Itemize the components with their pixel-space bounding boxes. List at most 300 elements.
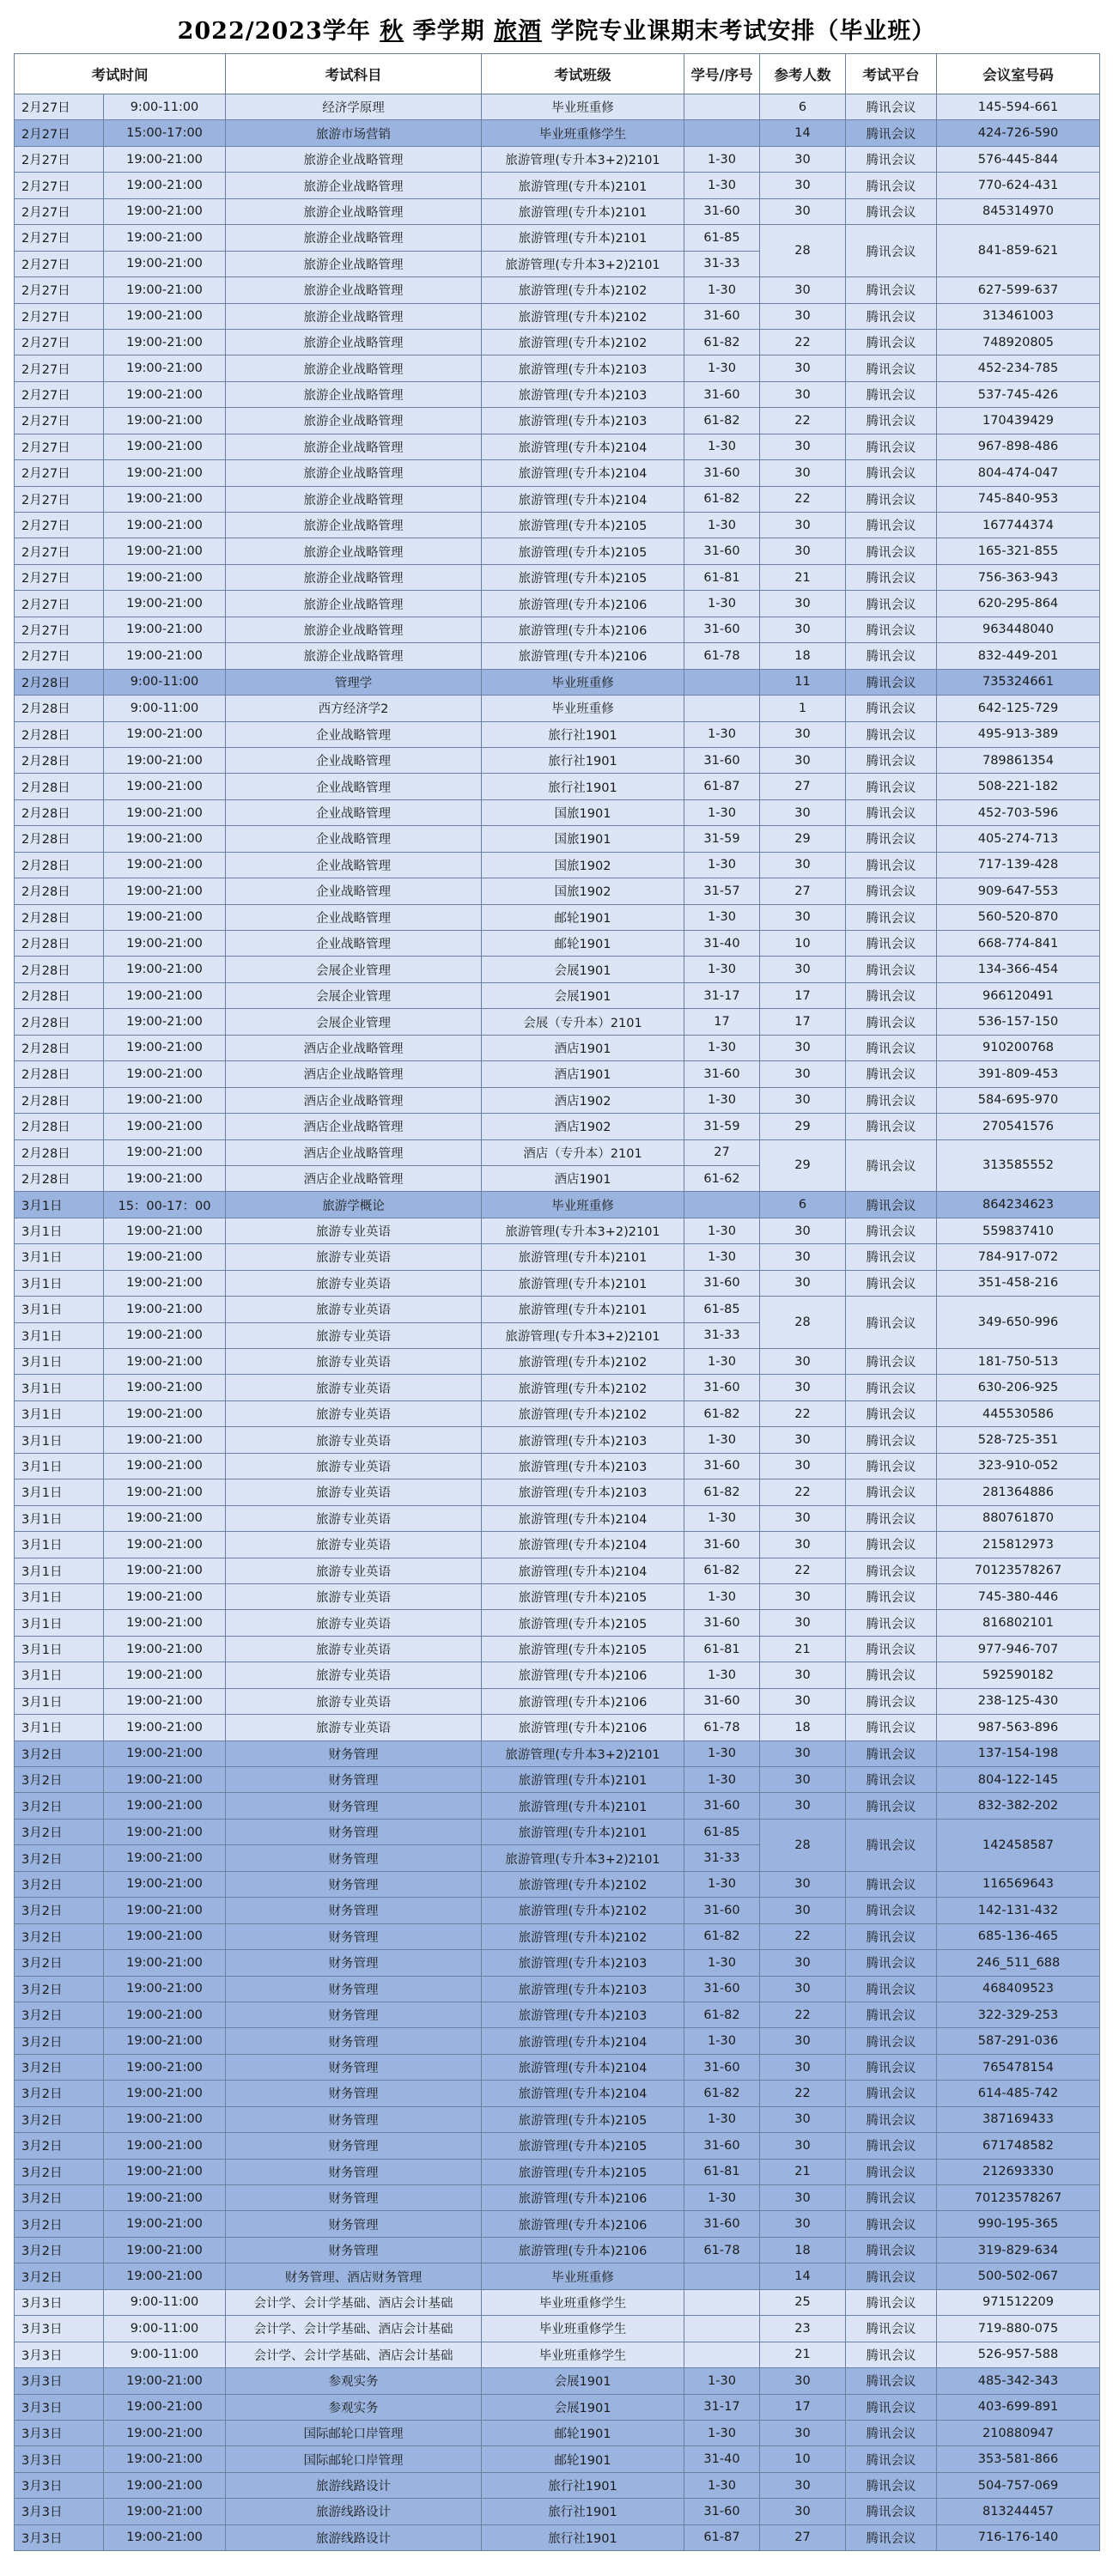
cell-date: 3月2日 — [15, 2159, 104, 2184]
cell-class: 毕业班重修 — [482, 94, 684, 120]
cell-time: 19:00-21:00 — [104, 2472, 226, 2498]
cell-meeting-id: 804-122-145 — [937, 1767, 1100, 1793]
cell-count: 21 — [760, 2342, 846, 2367]
cell-class: 旅游管理(专升本)2103 — [482, 1479, 684, 1505]
cell-class: 旅游管理(专升本3+2)2101 — [482, 251, 684, 276]
cell-count: 30 — [760, 2420, 846, 2445]
cell-date: 2月28日 — [15, 696, 104, 721]
cell-student-id: 31-60 — [684, 1270, 760, 1296]
cell-meeting-id: 813244457 — [937, 2499, 1100, 2524]
cell-subject: 旅游企业战略管理 — [226, 434, 482, 459]
cell-subject: 企业战略管理 — [226, 799, 482, 825]
cell-subject: 旅游学概论 — [226, 1192, 482, 1218]
cell-time: 19:00-21:00 — [104, 538, 226, 564]
cell-time: 19:00-21:00 — [104, 408, 226, 434]
cell-count: 30 — [760, 1688, 846, 1714]
cell-time: 19:00-21:00 — [104, 1662, 226, 1688]
cell-subject: 财务管理 — [226, 2133, 482, 2159]
table-row — [15, 1505, 1100, 1531]
cell-date: 3月3日 — [15, 2289, 104, 2315]
cell-platform: 腾讯会议 — [846, 2394, 937, 2420]
table-row — [15, 381, 1100, 407]
table-row — [15, 747, 1100, 773]
cell-class: 会展1901 — [482, 2394, 684, 2420]
cell-count: 30 — [760, 2133, 846, 2159]
cell-count: 27 — [760, 774, 846, 799]
table-row — [15, 1270, 1100, 1296]
cell-meeting-id: 167744374 — [937, 513, 1100, 538]
cell-date: 3月2日 — [15, 1819, 104, 1844]
cell-date: 3月2日 — [15, 2028, 104, 2054]
cell-count: 30 — [760, 1375, 846, 1400]
cell-class: 国旅1902 — [482, 852, 684, 878]
cell-date: 3月2日 — [15, 2054, 104, 2080]
cell-time: 19:00-21:00 — [104, 2081, 226, 2106]
cell-count: 17 — [760, 2394, 846, 2420]
cell-class: 酒店（专升本）2101 — [482, 1139, 684, 1165]
cell-subject: 旅游专业英语 — [226, 1375, 482, 1400]
cell-class: 酒店1901 — [482, 1035, 684, 1060]
table-row — [15, 434, 1100, 459]
cell-subject: 旅游专业英语 — [226, 1532, 482, 1558]
cell-student-id: 61-82 — [684, 2081, 760, 2106]
cell-platform: 腾讯会议 — [846, 1583, 937, 1609]
cell-subject: 西方经济学2 — [226, 696, 482, 721]
cell-meeting-id: 909-647-553 — [937, 878, 1100, 904]
cell-subject: 旅游市场营销 — [226, 120, 482, 146]
cell-time: 19:00-21:00 — [104, 1009, 226, 1035]
header-student-id: 学号/序号 — [684, 54, 760, 94]
cell-meeting-id: 536-157-150 — [937, 1009, 1100, 1035]
table-row — [15, 1636, 1100, 1662]
table-row — [15, 2499, 1100, 2524]
cell-class: 旅游管理(专升本)2104 — [482, 460, 684, 486]
cell-time: 19:00-21:00 — [104, 513, 226, 538]
cell-time: 19:00-21:00 — [104, 2446, 226, 2472]
cell-meeting-id: 165-321-855 — [937, 538, 1100, 564]
cell-time: 19:00-21:00 — [104, 2106, 226, 2132]
cell-class: 国旅1902 — [482, 878, 684, 904]
cell-count: 30 — [760, 1453, 846, 1479]
table-row — [15, 94, 1100, 120]
cell-meeting-id: 587-291-036 — [937, 2028, 1100, 2054]
cell-platform: 腾讯会议 — [846, 852, 937, 878]
cell-student-id — [684, 669, 760, 695]
cell-count: 30 — [760, 591, 846, 617]
cell-meeting-id: 322-329-253 — [937, 2002, 1100, 2027]
table-row — [15, 904, 1100, 930]
cell-meeting-id: 387169433 — [937, 2106, 1100, 2132]
cell-class: 旅游管理(专升本)2101 — [482, 173, 684, 198]
cell-time: 19:00-21:00 — [104, 957, 226, 982]
cell-date: 3月3日 — [15, 2420, 104, 2445]
cell-student-id: 31-17 — [684, 982, 760, 1008]
cell-date: 2月27日 — [15, 303, 104, 329]
cell-time: 19:00-21:00 — [104, 1532, 226, 1558]
cell-date: 3月1日 — [15, 1400, 104, 1426]
cell-count: 30 — [760, 2054, 846, 2080]
cell-time: 19:00-21:00 — [104, 1400, 226, 1426]
cell-meeting-id: 281364886 — [937, 1479, 1100, 1505]
cell-subject: 旅游企业战略管理 — [226, 251, 482, 276]
cell-date: 3月1日 — [15, 1505, 104, 1531]
cell-time: 19:00-21:00 — [104, 2524, 226, 2550]
cell-subject: 旅游企业战略管理 — [226, 146, 482, 172]
cell-meeting-id: 559837410 — [937, 1218, 1100, 1243]
cell-subject: 财务管理 — [226, 2159, 482, 2184]
cell-student-id — [684, 120, 760, 146]
cell-meeting-id: 537-745-426 — [937, 381, 1100, 407]
cell-date: 3月2日 — [15, 1741, 104, 1766]
cell-platform: 腾讯会议 — [846, 643, 937, 669]
cell-date: 3月1日 — [15, 1297, 104, 1322]
cell-platform: 腾讯会议 — [846, 696, 937, 721]
cell-date: 2月27日 — [15, 329, 104, 355]
cell-platform: 腾讯会议 — [846, 408, 937, 434]
cell-time: 19:00-21:00 — [104, 931, 226, 957]
cell-class: 毕业班重修学生 — [482, 120, 684, 146]
cell-student-id: 61-78 — [684, 643, 760, 669]
cell-meeting-id: 642-125-729 — [937, 696, 1100, 721]
cell-platform: 腾讯会议 — [846, 1793, 937, 1819]
cell-date: 2月28日 — [15, 931, 104, 957]
cell-time: 19:00-21:00 — [104, 617, 226, 642]
cell-class: 旅游管理(专升本)2102 — [482, 1871, 684, 1897]
cell-count: 22 — [760, 1400, 846, 1426]
cell-platform: 腾讯会议 — [846, 2185, 937, 2211]
cell-class: 旅游管理(专升本)2103 — [482, 1453, 684, 1479]
title-prefix: 2022/2023学年 — [177, 18, 380, 45]
cell-meeting-id: 560-520-870 — [937, 904, 1100, 930]
cell-date: 3月2日 — [15, 2081, 104, 2106]
cell-subject: 财务管理 — [226, 1950, 482, 1976]
cell-date: 3月1日 — [15, 1583, 104, 1609]
cell-time: 19:00-21:00 — [104, 1819, 226, 1844]
cell-platform: 腾讯会议 — [846, 774, 937, 799]
cell-time: 19:00-21:00 — [104, 173, 226, 198]
cell-platform: 腾讯会议 — [846, 486, 937, 512]
cell-count: 30 — [760, 617, 846, 642]
cell-date: 2月28日 — [15, 1009, 104, 1035]
cell-subject: 旅游专业英语 — [226, 1453, 482, 1479]
cell-meeting-id: 990-195-365 — [937, 2211, 1100, 2237]
cell-class: 会展1901 — [482, 982, 684, 1008]
cell-time: 19:00-21:00 — [104, 1427, 226, 1453]
cell-time: 19:00-21:00 — [104, 1610, 226, 1636]
cell-student-id: 31-60 — [684, 381, 760, 407]
cell-count: 22 — [760, 408, 846, 434]
cell-meeting-id: 215812973 — [937, 1532, 1100, 1558]
cell-student-id: 1-30 — [684, 2368, 760, 2394]
cell-platform: 腾讯会议 — [846, 2342, 937, 2367]
cell-platform: 腾讯会议 — [846, 1741, 937, 1766]
cell-platform: 腾讯会议 — [846, 2054, 937, 2080]
cell-count: 28 — [760, 1297, 846, 1349]
cell-meeting-id: 845314970 — [937, 198, 1100, 224]
cell-class: 旅游管理(专升本)2104 — [482, 1558, 684, 1583]
table-row — [15, 1114, 1100, 1139]
table-row — [15, 2185, 1100, 2211]
cell-meeting-id: 987-563-896 — [937, 1715, 1100, 1741]
cell-subject: 旅游企业战略管理 — [226, 460, 482, 486]
cell-platform: 腾讯会议 — [846, 721, 937, 747]
table-row — [15, 2342, 1100, 2367]
cell-class: 旅游管理(专升本)2104 — [482, 2028, 684, 2054]
cell-date: 3月2日 — [15, 1871, 104, 1897]
cell-platform: 腾讯会议 — [846, 1558, 937, 1583]
cell-count: 30 — [760, 1087, 846, 1113]
cell-date: 3月3日 — [15, 2368, 104, 2394]
cell-count: 1 — [760, 696, 846, 721]
cell-subject: 企业战略管理 — [226, 774, 482, 799]
cell-platform: 腾讯会议 — [846, 1505, 937, 1531]
cell-subject: 旅游企业战略管理 — [226, 591, 482, 617]
cell-class: 毕业班重修 — [482, 2263, 684, 2289]
cell-platform: 腾讯会议 — [846, 2368, 937, 2394]
cell-student-id: 31-40 — [684, 931, 760, 957]
cell-platform: 腾讯会议 — [846, 799, 937, 825]
cell-time: 19:00-21:00 — [104, 747, 226, 773]
cell-meeting-id: 424-726-590 — [937, 120, 1100, 146]
table-row — [15, 669, 1100, 695]
cell-subject: 酒店企业战略管理 — [226, 1087, 482, 1113]
cell-count: 29 — [760, 1139, 846, 1192]
cell-date: 3月2日 — [15, 1923, 104, 1949]
cell-time: 19:00-21:00 — [104, 1636, 226, 1662]
cell-student-id: 1-30 — [684, 591, 760, 617]
cell-count: 30 — [760, 434, 846, 459]
table-row — [15, 120, 1100, 146]
cell-time: 19:00-21:00 — [104, 277, 226, 303]
cell-time: 19:00-21:00 — [104, 225, 226, 251]
cell-count: 28 — [760, 225, 846, 277]
cell-class: 旅游管理(专升本)2104 — [482, 2054, 684, 2080]
cell-subject: 财务管理 — [226, 1976, 482, 2002]
header-row — [15, 54, 1100, 94]
cell-meeting-id: 445530586 — [937, 1400, 1100, 1426]
cell-meeting-id: 528-725-351 — [937, 1427, 1100, 1453]
cell-time: 19:00-21:00 — [104, 591, 226, 617]
cell-platform: 腾讯会议 — [846, 2289, 937, 2315]
cell-meeting-id: 630-206-925 — [937, 1375, 1100, 1400]
table-row — [15, 931, 1100, 957]
cell-platform: 腾讯会议 — [846, 1715, 937, 1741]
cell-count: 18 — [760, 1715, 846, 1741]
cell-subject: 会展企业管理 — [226, 982, 482, 1008]
cell-class: 酒店1902 — [482, 1114, 684, 1139]
table-row — [15, 1976, 1100, 2002]
cell-count: 14 — [760, 120, 846, 146]
cell-class: 旅游管理(专升本)2101 — [482, 198, 684, 224]
cell-date: 3月3日 — [15, 2499, 104, 2524]
cell-meeting-id: 170439429 — [937, 408, 1100, 434]
cell-platform: 腾讯会议 — [846, 355, 937, 381]
table-row — [15, 1375, 1100, 1400]
table-row — [15, 1923, 1100, 1949]
cell-subject: 财务管理 — [226, 1741, 482, 1766]
cell-subject: 旅游专业英语 — [226, 1583, 482, 1609]
cell-subject: 企业战略管理 — [226, 878, 482, 904]
cell-date: 2月28日 — [15, 747, 104, 773]
cell-meeting-id: 584-695-970 — [937, 1087, 1100, 1113]
table-row — [15, 2420, 1100, 2445]
cell-class: 会展（专升本）2101 — [482, 1009, 684, 1035]
cell-platform: 腾讯会议 — [846, 381, 937, 407]
cell-class: 旅游管理(专升本)2105 — [482, 538, 684, 564]
cell-subject: 国际邮轮口岸管理 — [226, 2420, 482, 2445]
cell-subject: 旅游专业英语 — [226, 1427, 482, 1453]
cell-subject: 财务管理 — [226, 2054, 482, 2080]
cell-subject: 旅游线路设计 — [226, 2524, 482, 2550]
cell-platform: 腾讯会议 — [846, 198, 937, 224]
cell-platform: 腾讯会议 — [846, 2446, 937, 2472]
cell-date: 3月1日 — [15, 1427, 104, 1453]
cell-date: 2月27日 — [15, 591, 104, 617]
cell-time: 19:00-21:00 — [104, 1923, 226, 1949]
cell-time: 19:00-21:00 — [104, 1741, 226, 1766]
cell-time: 19:00-21:00 — [104, 2028, 226, 2054]
cell-class: 旅游管理(专升本)2105 — [482, 1636, 684, 1662]
cell-student-id: 1-30 — [684, 1427, 760, 1453]
table-row — [15, 2394, 1100, 2420]
cell-time: 19:00-21:00 — [104, 1349, 226, 1375]
cell-class: 旅游管理(专升本)2103 — [482, 1427, 684, 1453]
cell-count: 30 — [760, 146, 846, 172]
cell-count: 30 — [760, 277, 846, 303]
cell-subject: 财务管理 — [226, 2081, 482, 2106]
cell-date: 2月28日 — [15, 1139, 104, 1165]
cell-subject: 旅游企业战略管理 — [226, 513, 482, 538]
cell-platform: 腾讯会议 — [846, 826, 937, 852]
cell-meeting-id: 735324661 — [937, 669, 1100, 695]
title-suffix: 学院专业课期末考试安排（毕业班） — [541, 18, 936, 45]
cell-subject: 旅游专业英语 — [226, 1662, 482, 1688]
table-row — [15, 617, 1100, 642]
cell-student-id: 1-30 — [684, 2106, 760, 2132]
cell-student-id — [684, 1192, 760, 1218]
cell-time: 19:00-21:00 — [104, 1845, 226, 1871]
cell-time: 19:00-21:00 — [104, 799, 226, 825]
cell-subject: 旅游企业战略管理 — [226, 617, 482, 642]
cell-meeting-id: 495-913-389 — [937, 721, 1100, 747]
cell-student-id: 1-30 — [684, 1583, 760, 1609]
table-row — [15, 1400, 1100, 1426]
cell-class: 旅游管理(专升本)2101 — [482, 1793, 684, 1819]
cell-count: 21 — [760, 1636, 846, 1662]
table-row — [15, 460, 1100, 486]
cell-time: 19:00-21:00 — [104, 2368, 226, 2394]
table-row — [15, 355, 1100, 381]
cell-count: 30 — [760, 1270, 846, 1296]
cell-student-id — [684, 696, 760, 721]
table-row — [15, 2263, 1100, 2289]
cell-student-id: 31-60 — [684, 303, 760, 329]
cell-time: 19:00-21:00 — [104, 2002, 226, 2027]
cell-subject: 财务管理、酒店财务管理 — [226, 2263, 482, 2289]
cell-meeting-id: 142-131-432 — [937, 1898, 1100, 1923]
cell-subject: 财务管理 — [226, 2211, 482, 2237]
cell-meeting-id: 841-859-621 — [937, 225, 1100, 277]
table-row — [15, 774, 1100, 799]
cell-platform: 腾讯会议 — [846, 2420, 937, 2445]
cell-class: 旅游管理(专升本)2106 — [482, 1662, 684, 1688]
cell-class: 毕业班重修 — [482, 669, 684, 695]
table-row — [15, 1819, 1100, 1844]
cell-student-id: 61-78 — [684, 2237, 760, 2263]
cell-platform: 腾讯会议 — [846, 931, 937, 957]
cell-time: 19:00-21:00 — [104, 381, 226, 407]
cell-class: 旅游管理(专升本)2103 — [482, 355, 684, 381]
cell-subject: 财务管理 — [226, 1767, 482, 1793]
table-row — [15, 1427, 1100, 1453]
table-row — [15, 1715, 1100, 1741]
cell-count: 30 — [760, 513, 846, 538]
header-platform: 考试平台 — [846, 54, 937, 94]
cell-count: 22 — [760, 1479, 846, 1505]
cell-student-id: 61-82 — [684, 486, 760, 512]
cell-class: 旅游管理(专升本)2101 — [482, 1767, 684, 1793]
cell-platform: 腾讯会议 — [846, 747, 937, 773]
cell-date: 2月28日 — [15, 982, 104, 1008]
cell-date: 2月28日 — [15, 799, 104, 825]
cell-subject: 企业战略管理 — [226, 747, 482, 773]
cell-class: 旅游管理(专升本)2101 — [482, 225, 684, 251]
cell-student-id: 1-30 — [684, 2472, 760, 2498]
cell-platform: 腾讯会议 — [846, 1923, 937, 1949]
cell-time: 19:00-21:00 — [104, 146, 226, 172]
cell-subject: 旅游专业英语 — [226, 1715, 482, 1741]
table-row — [15, 1688, 1100, 1714]
table-row — [15, 2237, 1100, 2263]
cell-date: 3月3日 — [15, 2316, 104, 2342]
cell-time: 19:00-21:00 — [104, 198, 226, 224]
cell-platform: 腾讯会议 — [846, 1453, 937, 1479]
table-row — [15, 1610, 1100, 1636]
cell-time: 19:00-21:00 — [104, 1218, 226, 1243]
cell-meeting-id: 145-594-661 — [937, 94, 1100, 120]
cell-time: 19:00-21:00 — [104, 1139, 226, 1165]
cell-class: 邮轮1901 — [482, 904, 684, 930]
cell-count: 30 — [760, 1741, 846, 1766]
cell-date: 3月2日 — [15, 2106, 104, 2132]
cell-date: 2月27日 — [15, 486, 104, 512]
cell-count: 30 — [760, 747, 846, 773]
cell-student-id: 31-17 — [684, 2394, 760, 2420]
table-row — [15, 1741, 1100, 1766]
cell-student-id: 1-30 — [684, 1035, 760, 1060]
cell-platform: 腾讯会议 — [846, 1871, 937, 1897]
cell-subject: 酒店企业战略管理 — [226, 1114, 482, 1139]
table-row — [15, 303, 1100, 329]
cell-subject: 管理学 — [226, 669, 482, 695]
cell-platform: 腾讯会议 — [846, 94, 937, 120]
cell-count: 29 — [760, 1114, 846, 1139]
cell-count: 30 — [760, 303, 846, 329]
cell-class: 旅游管理(专升本3+2)2101 — [482, 146, 684, 172]
cell-date: 2月27日 — [15, 513, 104, 538]
cell-count: 11 — [760, 669, 846, 695]
cell-subject: 财务管理 — [226, 1793, 482, 1819]
cell-class: 旅行社1901 — [482, 2524, 684, 2550]
cell-date: 2月27日 — [15, 173, 104, 198]
cell-time: 19:00-21:00 — [104, 826, 226, 852]
table-row — [15, 1349, 1100, 1375]
cell-meeting-id: 816802101 — [937, 1610, 1100, 1636]
cell-class: 旅游管理(专升本)2104 — [482, 486, 684, 512]
cell-date: 2月28日 — [15, 774, 104, 799]
cell-subject: 旅游企业战略管理 — [226, 538, 482, 564]
cell-platform: 腾讯会议 — [846, 434, 937, 459]
